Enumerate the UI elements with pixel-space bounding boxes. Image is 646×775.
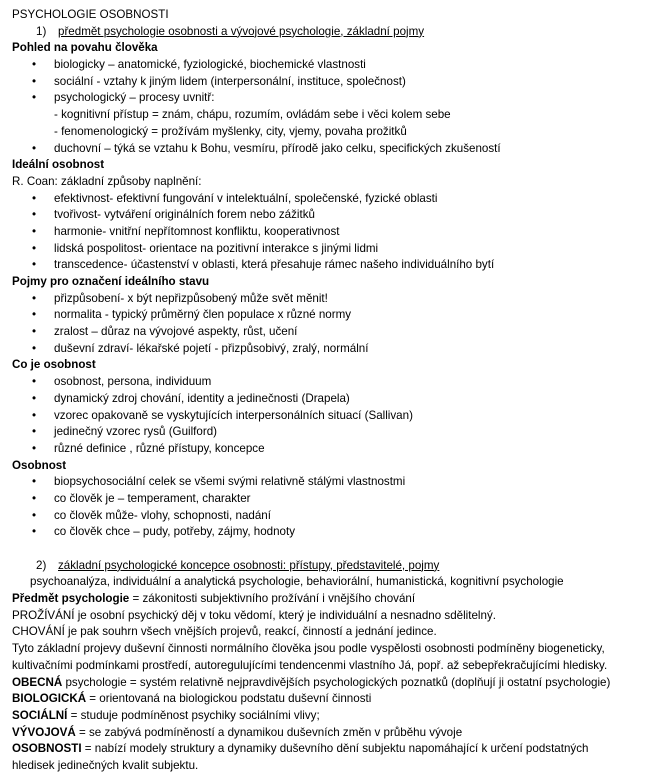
list-item: • lidská pospolitost- orientace na pozitivní interakce s jinými lidmi [12,241,642,258]
subheading-osobnost: Osobnost [12,458,67,472]
bullet-icon: • [32,491,37,505]
bullet-icon: • [32,408,37,422]
bullet-icon: • [32,475,37,489]
list-item: • co člověk je – temperament, charakter [12,491,642,508]
bullet-icon: • [32,224,37,238]
definition-line: BIOLOGICKÁ = orientovaná na biologickou podstatu duševní činnosti [12,692,372,706]
document-title: PSYCHOLOGIE OSOBNOSTI [12,8,169,21]
sub-item: - kognitivní přístup = znám, chápu, rozumím, ovládám sebe i věci kolem sebe [54,108,451,122]
definition-line: SOCIÁLNÍ = studuje podmíněnost psychiky sociálními vlivy; [12,708,320,722]
list-item: • biologicky – anatomické, fyziologické, biochemické vlastnosti [12,57,642,74]
bullet-icon: • [32,291,37,305]
bullet-icon: • [32,325,37,339]
subheading-coje: Co je osobnost [12,358,96,372]
definition-line: OBECNÁ psychologie = systém relativně nejpravdivějších psychologických poznatků (doplňují ji ostatní psychologie) [12,675,611,689]
list-item: • různé definice , různé přístupy, koncepce [12,441,642,458]
section-number: 1) [36,24,47,38]
bullet-icon: • [32,58,37,72]
bullet-icon: • [32,341,37,355]
list-item: • duchovní – týká se vztahu k Bohu, vesmíru, přírodě jako celku, specifických zkušeností [12,141,642,158]
bullet-icon: • [32,258,37,272]
sub-item: - fenomenologický = prožívám myšlenky, city, vjemy, povaha prožitků [54,124,407,138]
definition-line: kultivačními podmínkami prostředí, autoregulujícími tendencenmi vlastního Já, popř. až sebepřekračujícími hledisky. [12,658,608,672]
concepts-line: psychoanalýza, individuální a analytická psychologie, behaviorální, humanistická, kognitivní psychologie [30,575,564,589]
list-item: • transcedence- účastenství v oblasti, která přesahuje rámec našeho individuálního bytí [12,257,642,274]
bullet-icon: • [32,141,37,155]
section-number: 2) [36,558,47,572]
spacer [12,541,642,558]
bullet-icon: • [32,425,37,439]
bullet-icon: • [32,74,37,88]
document-page [12,7,642,775]
list-item: • sociální - vztahy k jiným lidem (interpersonální, instituce, společnost) [12,74,642,91]
list-item: • biopsychosociální celek se všemi svými relativně stálými vlastnostmi [12,474,642,491]
list-item: • dynamický zdroj chování, identity a jedinečnosti (Drapela) [12,391,642,408]
list-item: • zralost – důraz na vývojové aspekty, růst, učení [12,324,642,341]
section-2-heading [12,558,642,575]
bullet-icon: • [32,208,37,222]
bullet-icon: • [32,441,37,455]
section-title: předmět psychologie osobnosti a vývojové psychologie, základní pojmy [58,24,425,38]
list-item: • jedinečný vzorec rysů (Guilford) [12,424,642,441]
list-item: • harmonie- vnitřní nepřítomnost konfliktu, kooperativnost [12,224,642,241]
bullet-icon: • [32,91,37,105]
bullet-icon: • [32,391,37,405]
definition-line: OSOBNOSTI = nabízí modely struktury a dynamiky duševního dění subjektu napomáhající k určení podstatných [12,742,589,756]
definition-line: hledisek jedinečných kvalit subjektu. [12,758,199,772]
list-item: • co člověk může- vlohy, schopnosti, nadání [12,508,642,525]
list-item: • efektivnost- efektivní fungování v intelektuální, společenské, fyzické oblasti [12,191,642,208]
definition-line: VÝVOJOVÁ = se zabývá podmíněností a dynamikou duševních změn v průběhu vývoje [12,725,463,739]
list-item: • přizpůsobení- x být nepřizpůsobený může svět měnit! [12,291,642,308]
subheading-idealni: Ideální osobnost [12,158,105,172]
definition-line: Tyto základní projevy duševní činnosti normálního člověka jsou podle vyspělosti osobnosti podmíněny biogeneticky, [12,642,605,656]
subheading-pohled: Pohled na povahu člověka [12,41,158,55]
list-item: • psychologický – procesy uvnitř: [12,90,642,107]
bullet-icon: • [32,308,37,322]
definition-line: CHOVÁNÍ je pak souhrn všech vnějších projevů, reakcí, činností a jednání jedince. [12,625,437,639]
definition-line: Předmět psychologie = zákonitosti subjektivního prožívání i vnějšího chování [12,592,416,606]
subheading-pojmy: Pojmy pro označení ideálního stavu [12,275,210,288]
list-item: • tvořivost- vytváření originálních forem nebo zážitků [12,207,642,224]
bullet-icon: • [32,241,37,255]
bullet-icon: • [32,508,37,522]
list-item: • osobnost, persona, individuum [12,374,642,391]
list-item: • vzorec opakovaně se vyskytujících interpersonálních situací (Sallivan) [12,408,642,425]
list-item: • co člověk chce – pudy, potřeby, zájmy, hodnoty [12,524,642,541]
section-title: základní psychologické koncepce osobnosti: přístupy, představitelé, pojmy [58,558,440,572]
bullet-icon: • [32,525,37,539]
intro-text: R. Coan: základní způsoby naplnění: [12,174,202,188]
list-item: • normalita - typický průměrný člen populace x různé normy [12,307,642,324]
definition-line: PROŽÍVÁNÍ je osobní psychický děj v toku vědomí, který je individuální a nesnadno sdělitelný. [12,608,496,622]
section-1-heading [12,24,642,41]
bullet-icon: • [32,191,37,205]
list-item: • duševní zdraví- lékařské pojetí - přizpůsobivý, zralý, normální [12,341,642,358]
bullet-icon: • [32,375,37,389]
